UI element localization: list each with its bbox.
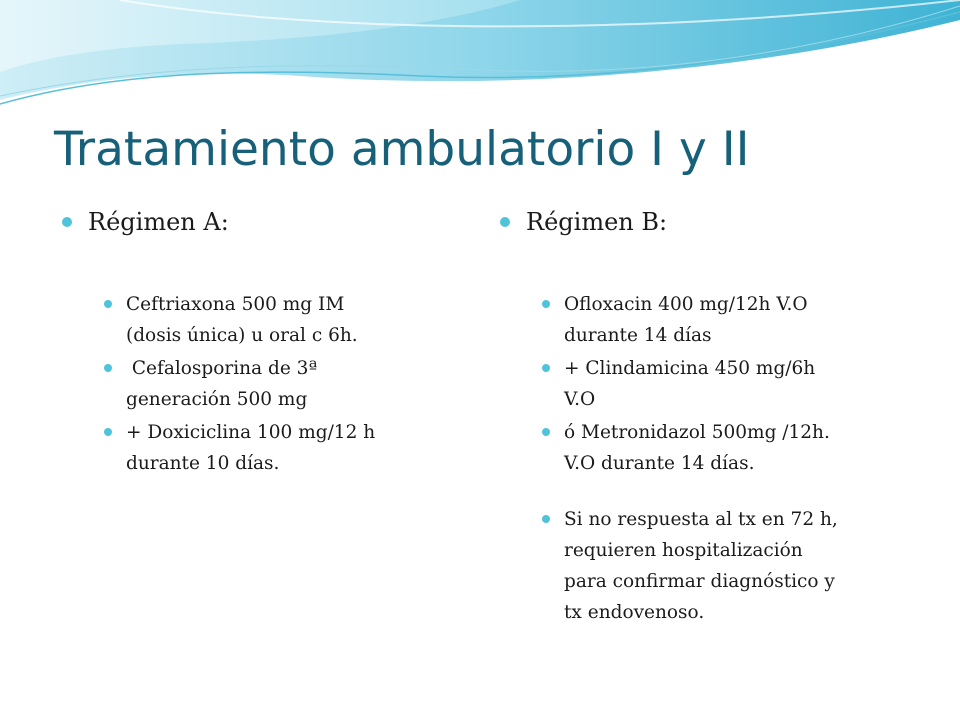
bullet-icon [104,300,112,308]
regimen-a-heading [62,200,422,244]
list-item: Ofloxacin 400 mg/12h V.O durante 14 días [542,289,808,351]
bullet-icon [542,364,550,372]
bullet-icon [104,428,112,436]
list-item: Ceftriaxona 500 mg IM (dosis única) u oral c 6h. [104,289,358,351]
bullet-icon [500,217,510,227]
list-item: Cefalosporina de 3ª generación 500 mg [104,353,317,415]
regimen-a-column [62,200,422,474]
regimen-a-heading-text: Régimen A: [88,208,229,236]
list-item: ó Metronidazol 500mg /12h. V.O durante 14 días. [542,417,830,479]
regimen-b-column [500,200,900,623]
bullet-icon [542,428,550,436]
regimen-b-heading-text: Régimen B: [526,208,668,236]
list-item: + Doxiciclina 100 mg/12 h durante 10 días. [104,417,375,479]
slide-title: Tratamiento ambulatorio I y II [54,122,750,177]
bullet-icon [62,217,72,227]
header-wave-decoration [0,0,960,110]
bullet-icon [104,364,112,372]
regimen-b-heading [500,200,900,244]
bullet-icon [542,515,550,523]
list-item: + Clindamicina 450 mg/6h V.O [542,353,815,415]
bullet-icon [542,300,550,308]
list-item: Si no respuesta al tx en 72 h, requieren hospitalización para confirmar diagnóstico y tx endovenoso. [542,504,838,628]
